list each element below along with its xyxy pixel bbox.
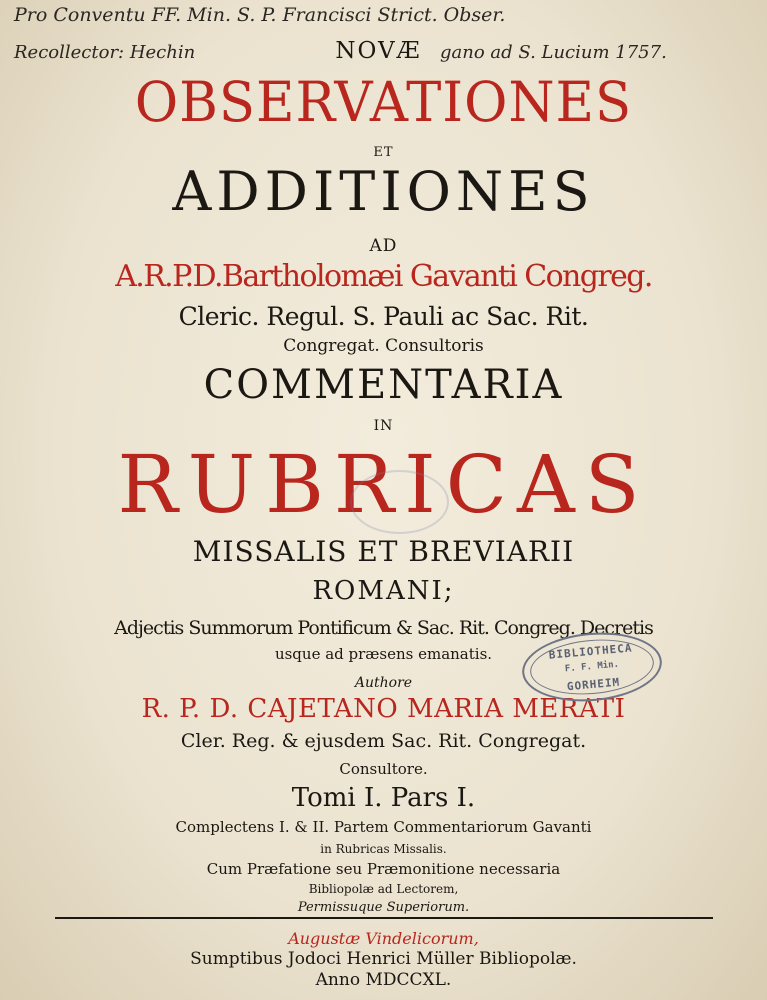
in-rubricas-line: in Rubricas Missalis. xyxy=(320,842,447,856)
observationes-title: OBSERVATIONES xyxy=(134,70,633,134)
et-line: ET xyxy=(373,145,394,160)
novae-line: NOVÆ xyxy=(335,38,422,64)
missalis-line: MISSALIS ET BREVIARII xyxy=(192,535,575,568)
adjectis-line: Adjectis Summorum Pontificum & Sac. Rit. Congreg. Decretis xyxy=(114,617,653,639)
bibliopolae-line: Bibliopolæ ad Lectorem, xyxy=(308,882,459,896)
usque-line: usque ad præsens emanatis. xyxy=(274,645,493,663)
congregat-line: Congregat. Consultoris xyxy=(283,336,484,356)
imprint-printer: Sumptibus Jodoci Henrici Müller Bibliopolæ. xyxy=(190,949,577,969)
horizontal-rule xyxy=(55,917,713,919)
permissu-line: Permissuque Superiorum. xyxy=(297,900,470,915)
ad-line: AD xyxy=(369,236,398,256)
stamp-bottom-text: GORHEIM xyxy=(566,675,621,694)
stamp-top-text: BIBLIOTHECA xyxy=(548,641,633,662)
rubricas-title: RUBRICAS xyxy=(117,438,650,531)
gavanti-author-line: A.R.P.D.Bartholomæi Gavanti Congreg. xyxy=(115,259,652,294)
authore-line: Authore xyxy=(354,675,413,691)
consultore-line: Consultore. xyxy=(339,760,428,778)
romani-line: ROMANI; xyxy=(312,576,455,606)
handwritten-ownership-line-2-right: gano ad S. Lucium 1757. xyxy=(440,42,667,63)
faint-stamp-shadow xyxy=(350,470,449,534)
handwritten-ownership-line-1: Pro Conventu FF. Min. S. P. Francisci Strict. Obser. xyxy=(14,4,506,26)
tomi-line: Tomi I. Pars I. xyxy=(291,783,476,813)
stamp-middle-text: F. F. Min. xyxy=(564,659,620,675)
merati-author-line: R. P. D. CAJETANO MARIA MERATI xyxy=(141,694,626,724)
additiones-title: ADDITIONES xyxy=(172,160,595,223)
handwritten-ownership-line-2-left: Recollector: Hechin xyxy=(14,42,196,63)
in-line: IN xyxy=(373,418,394,434)
commentaria-title: COMMENTARIA xyxy=(203,362,564,408)
imprint-year: Anno MDCCXL. xyxy=(315,970,452,990)
cler-reg-line: Cler. Reg. & ejusdem Sac. Rit. Congregat. xyxy=(180,730,587,752)
cleric-line: Cleric. Regul. S. Pauli ac Sac. Rit. xyxy=(178,302,589,331)
cum-praefatione-line: Cum Præfatione seu Præmonitione necessaria xyxy=(206,860,561,878)
complectens-line: Complectens I. & II. Partem Commentariorum Gavanti xyxy=(175,818,592,836)
imprint-place: Augustæ Vindelicorum, xyxy=(288,929,479,948)
